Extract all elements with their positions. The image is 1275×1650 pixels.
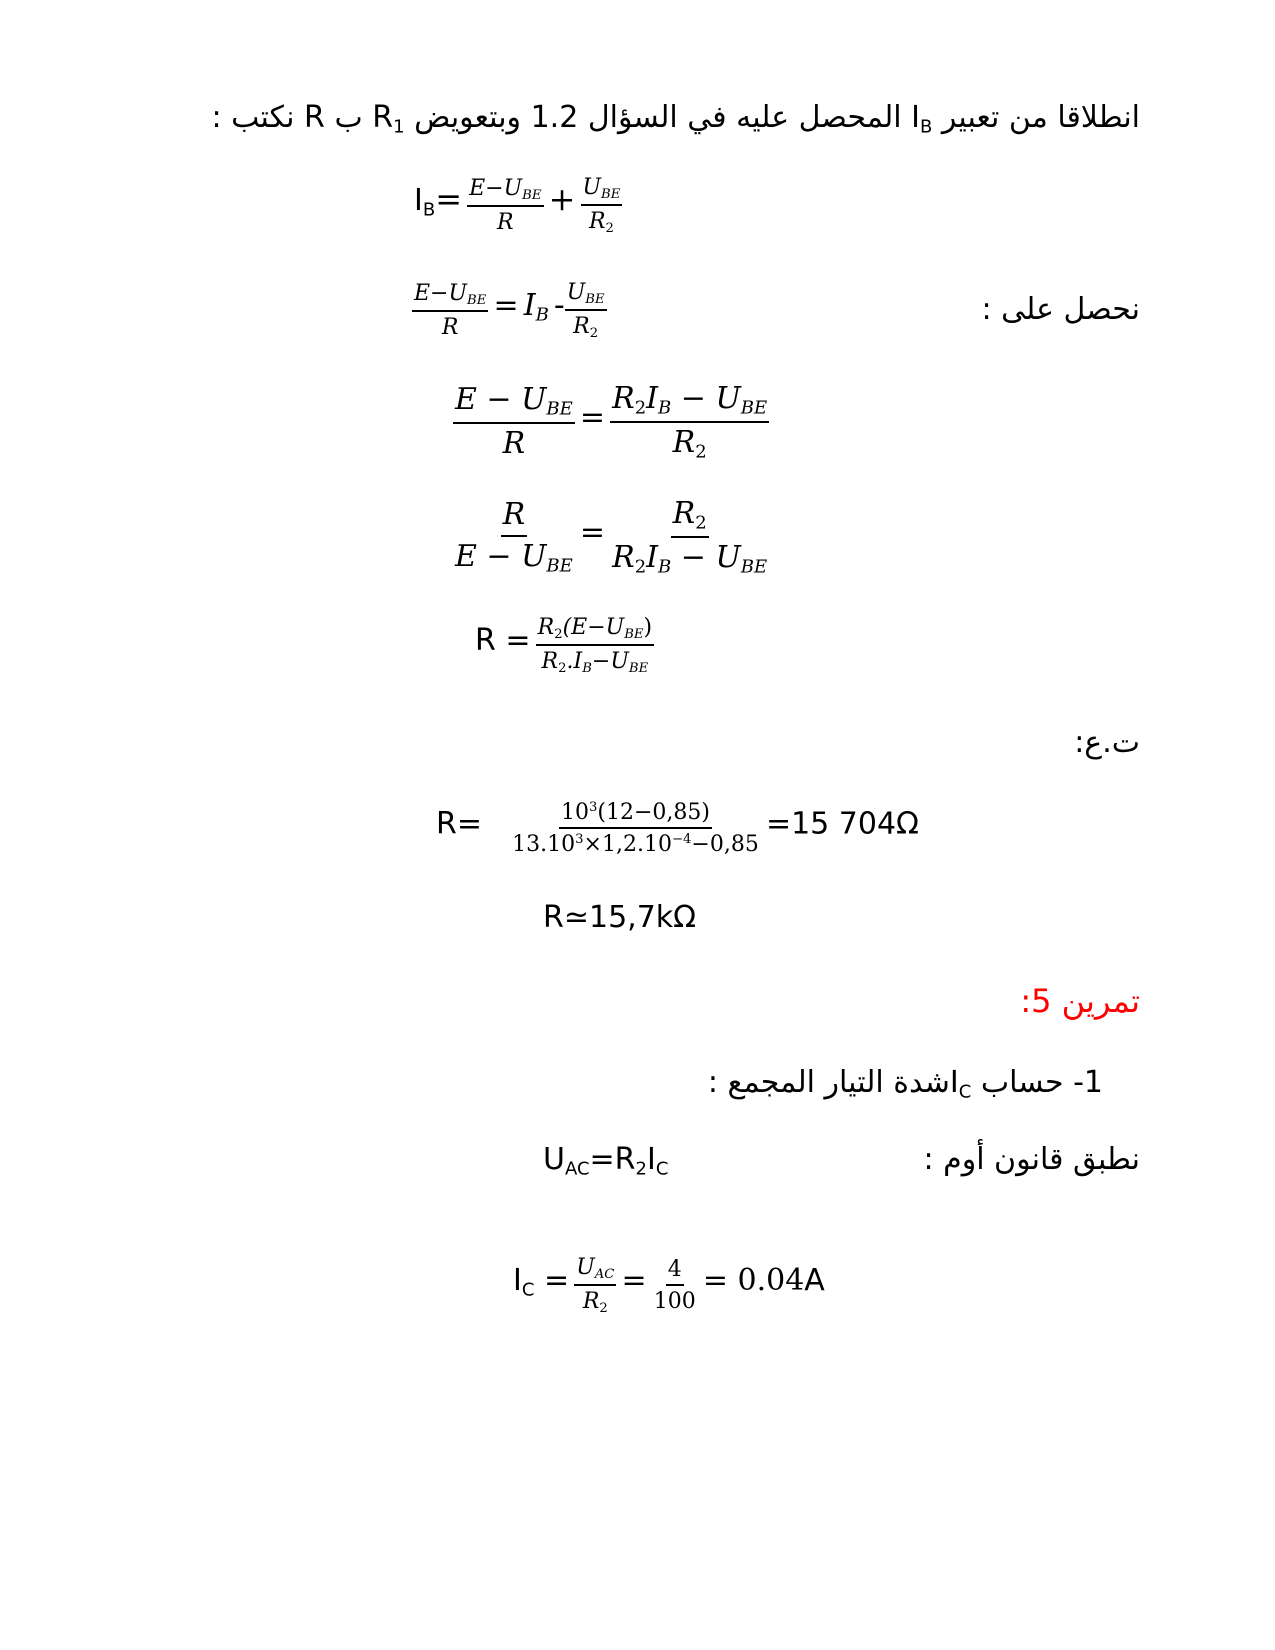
- den-r-sub: 2: [634, 556, 647, 578]
- den-b-exp: −4: [671, 832, 692, 848]
- ib-letter: I: [911, 100, 920, 135]
- num-rest-sub: BE: [624, 626, 644, 642]
- ic-letter: I: [513, 1263, 522, 1299]
- den-r: R: [612, 540, 635, 576]
- label-numeric-application: ت.ع:: [1074, 725, 1140, 760]
- num-rest-sub: BE: [740, 397, 768, 419]
- exercise-title: تمرين 5:: [1020, 982, 1140, 1020]
- equals-sign: =: [579, 515, 606, 551]
- num-r: R: [612, 381, 635, 416]
- question-1: [708, 1065, 1103, 1102]
- equation-rearranged: [412, 280, 607, 341]
- num-i-sub: B: [658, 397, 672, 419]
- denominator: [671, 423, 709, 463]
- equation-numeric: [436, 800, 919, 858]
- ib-letter: I: [523, 288, 536, 324]
- den-a: 13.10: [512, 832, 576, 858]
- equals-sign: =: [493, 288, 519, 324]
- ib-subscript: B: [919, 116, 933, 138]
- num-r-sub: 2: [634, 397, 647, 419]
- equation-common-denominator: [453, 382, 769, 463]
- fraction-e-minus-ube-over-r: [412, 281, 488, 340]
- num-sub: BE: [546, 398, 573, 420]
- ic-lhs: [513, 1263, 570, 1301]
- den-rest: − U: [671, 540, 741, 576]
- num-rest: (12−0,85): [597, 800, 710, 825]
- num-sub: 2: [695, 512, 707, 534]
- u-letter: U: [543, 1142, 565, 1177]
- intro-text-2: المحصل عليه في السؤال 1.2 وبتعويض: [404, 100, 912, 135]
- den-sub: 2: [599, 1301, 608, 1317]
- denominator: R: [497, 210, 514, 236]
- den-b: ×1,2.10: [583, 832, 672, 858]
- den-sub: 2: [589, 326, 599, 342]
- denominator: R: [502, 426, 526, 462]
- denominator: [581, 1286, 610, 1316]
- num-main: U: [566, 280, 586, 305]
- fraction-left: [453, 498, 575, 577]
- equation-r-formula: [475, 615, 654, 676]
- num-rest: − U: [671, 381, 741, 416]
- num-main: E−U: [469, 175, 523, 201]
- fraction-right: [610, 382, 769, 463]
- denominator: [610, 538, 769, 578]
- r-lhs: R=: [436, 806, 482, 842]
- fraction-uac-over-r2: [574, 1255, 616, 1316]
- r1-letter: R: [372, 100, 394, 135]
- den-i-sub: B: [582, 661, 592, 677]
- label-ohm-law: نطبق قانون أوم :: [923, 1142, 1140, 1177]
- numerator: [412, 281, 488, 312]
- num-main: U: [582, 175, 602, 200]
- label-obtain: نحصل على :: [981, 292, 1140, 327]
- den-i: I: [646, 540, 659, 576]
- numerator: [581, 175, 623, 206]
- intro-text-3: ب R نكتب :: [211, 100, 373, 135]
- num-main: R: [672, 496, 696, 531]
- equation-ic: [513, 1255, 825, 1316]
- equation-inverted: [453, 497, 769, 578]
- denominator: [571, 311, 600, 341]
- fraction-left: [453, 383, 575, 462]
- r1-symbol: [372, 100, 405, 138]
- den-c: −0,85: [691, 832, 759, 858]
- final-unit: A: [804, 1263, 825, 1299]
- num-sub: BE: [467, 292, 487, 308]
- num-sub: BE: [601, 186, 621, 202]
- den-sub: BE: [546, 555, 573, 577]
- denominator: R: [441, 315, 459, 341]
- r-sub: 2: [635, 1158, 647, 1180]
- q1-text-1: 1- حساب: [971, 1065, 1103, 1100]
- fraction-4-over-100: [652, 1257, 698, 1315]
- r-lhs: R =: [475, 623, 531, 659]
- numerator: [671, 497, 709, 538]
- ic-sub: C: [521, 1279, 535, 1301]
- num-sub: AC: [594, 1266, 615, 1282]
- num-sub: BE: [585, 291, 605, 307]
- equation-ib: [414, 175, 622, 236]
- numerator: [467, 176, 543, 207]
- den-main: R: [582, 1289, 600, 1315]
- num-i: I: [646, 381, 659, 416]
- r1-subscript: 1: [393, 116, 405, 138]
- den-sub: 2: [695, 441, 707, 463]
- den-rest: −U: [591, 649, 629, 675]
- equals-sign: =: [621, 1263, 647, 1299]
- num-main: U: [576, 1255, 595, 1280]
- num-rest: (E−U: [562, 615, 625, 640]
- num-base: 10: [561, 800, 590, 825]
- equals-sign: =: [435, 180, 463, 219]
- den-dot: .I: [566, 649, 583, 675]
- equals-sign: =: [579, 400, 606, 436]
- numerator: [574, 1255, 616, 1286]
- ic-symbol: [949, 1065, 972, 1103]
- fraction-right: [610, 497, 769, 578]
- equation-ohm: [543, 1142, 668, 1179]
- fraction-numeric: [510, 800, 761, 858]
- ib-symbol: [911, 100, 933, 138]
- denominator: [453, 537, 575, 577]
- numerator: 4: [666, 1257, 684, 1286]
- ib-lhs-letter: I: [414, 183, 423, 219]
- i-sub: C: [655, 1158, 669, 1180]
- num-main: E−U: [414, 280, 468, 306]
- num-sub: BE: [522, 187, 542, 203]
- den-main: R: [573, 314, 590, 340]
- fraction-r: [536, 615, 655, 676]
- intro-text-1: انطلاقا من تعبير: [932, 100, 1140, 135]
- num-exp: 3: [589, 800, 598, 816]
- numerator: [536, 615, 655, 646]
- denominator: [510, 829, 761, 857]
- den-main: R: [672, 425, 696, 461]
- numeric-result: =15 704Ω: [765, 806, 919, 842]
- den-rest-sub: BE: [628, 661, 649, 677]
- ib-term: [523, 288, 549, 326]
- q1-text-2: شدة التيار المجمع :: [707, 1065, 950, 1100]
- den-r: R: [541, 649, 559, 675]
- approx-result: R≃15,7kΩ: [543, 900, 697, 935]
- fraction-ube-over-r2: [581, 175, 623, 236]
- numerator: [453, 383, 575, 424]
- eq-r: =R: [589, 1142, 636, 1177]
- numerator: [559, 800, 712, 829]
- numerator: [610, 382, 769, 423]
- num-main: E − U: [455, 382, 547, 418]
- numerator: R: [501, 498, 528, 537]
- denominator: [540, 646, 651, 676]
- ib-sub: B: [535, 304, 549, 326]
- den-rest-sub: BE: [740, 556, 768, 578]
- denominator: 100: [653, 1289, 696, 1315]
- ib-lhs-sub: B: [422, 199, 436, 221]
- den-main: E − U: [455, 538, 547, 574]
- den-main: R: [588, 209, 606, 235]
- fraction-ube-over-r2: [565, 280, 607, 341]
- num-close: ): [643, 615, 653, 640]
- num-r: R: [537, 615, 555, 640]
- den-r-sub: 2: [558, 661, 567, 677]
- den-i-sub: B: [658, 556, 672, 578]
- i-letter: I: [646, 1142, 656, 1177]
- ic-eq: =: [534, 1263, 570, 1299]
- final-value: = 0.04: [702, 1263, 805, 1299]
- intro-line: [211, 100, 1140, 137]
- ic-letter: I: [949, 1065, 959, 1100]
- denominator: [587, 206, 616, 236]
- fraction-e-minus-ube-over-r: [467, 176, 543, 235]
- den-a-exp: 3: [575, 832, 584, 848]
- ib-lhs: [414, 183, 436, 221]
- minus-sign: -: [553, 288, 565, 324]
- den-sub: 2: [605, 221, 614, 237]
- num-r-sub: 2: [554, 626, 563, 642]
- u-sub: AC: [564, 1158, 590, 1180]
- plus-sign: +: [548, 180, 576, 219]
- numerator: [565, 280, 607, 311]
- ic-subscript: C: [958, 1081, 972, 1103]
